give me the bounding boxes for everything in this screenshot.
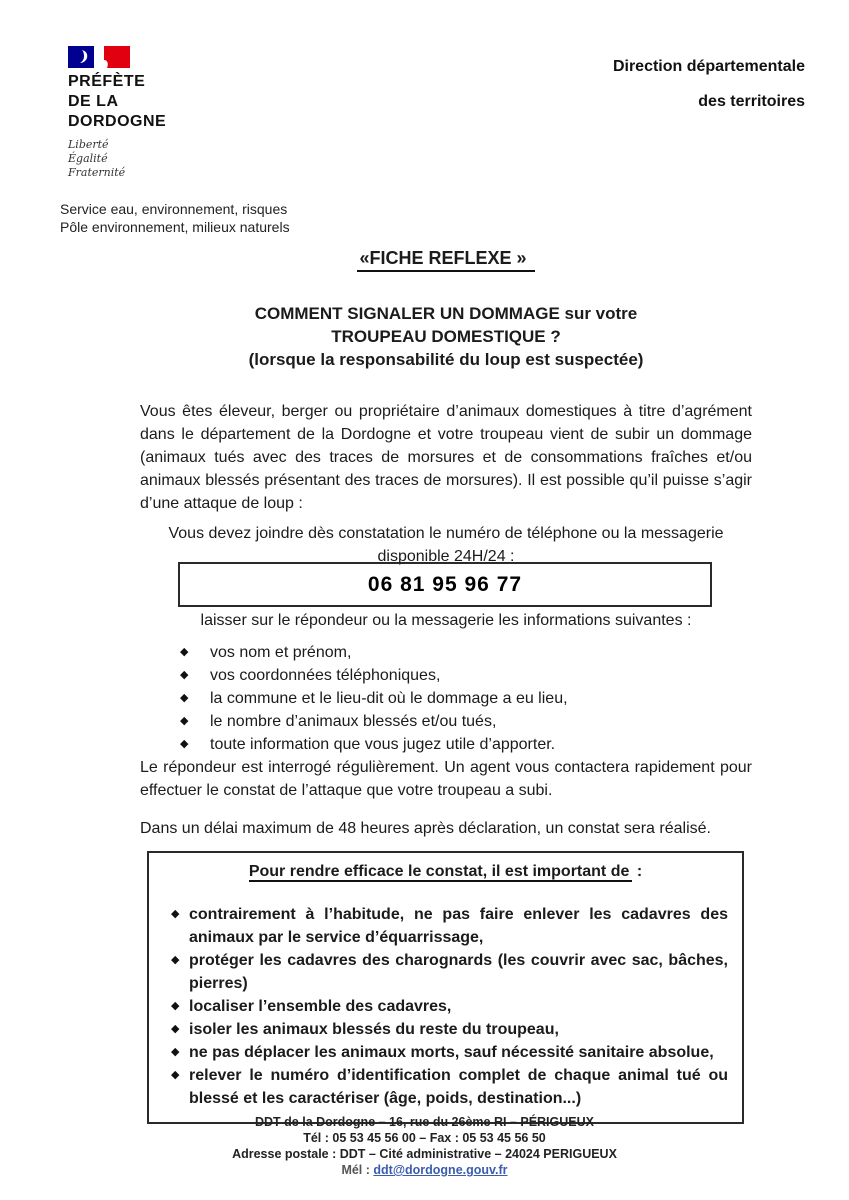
list-item-text: la commune et le lieu-dit où le dommage a eu lieu, (210, 690, 568, 707)
direction-header (613, 58, 805, 128)
list-item-text: contrairement à l’habitude, ne pas faire enlever les cadavres des animaux par le service d’équarrissage, (189, 906, 728, 946)
french-flag-marianne-icon (68, 46, 130, 68)
prefecture-logo (68, 46, 268, 180)
list-item (180, 733, 740, 756)
list-item-text: vos coordonnées téléphoniques, (210, 667, 441, 684)
list-item-text: ne pas déplacer les animaux morts, sauf nécessité sanitaire absolue, (189, 1044, 714, 1061)
list-item (163, 1018, 728, 1041)
list-item-text: isoler les animaux blessés du reste du troupeau, (189, 1021, 559, 1038)
list-item (163, 949, 728, 995)
diamond-bullet-icon: ◆ (180, 646, 189, 658)
voicemail-instruction: laisser sur le répondeur ou la messagerie les informations suivantes : (200, 612, 692, 629)
diamond-bullet-icon: ◆ (171, 1023, 180, 1035)
email-link[interactable]: ddt@dordogne.gouv.fr (373, 1163, 508, 1177)
direction-line: des territoires (698, 93, 805, 110)
list-item-text: relever le numéro d’identification complet de chaque animal tué ou blessé et les caractériser (âge, poids, destination...) (189, 1067, 728, 1107)
motto-line: Fraternité (68, 166, 126, 179)
diamond-bullet-icon: ◆ (180, 715, 189, 727)
subtitle-line: COMMENT SIGNALER UN DOMMAGE sur votre (254, 304, 638, 323)
prefecture-name-line: DORDOGNE (68, 113, 167, 130)
box-title-underlined: Pour rendre efficace le constat, il est important de (249, 863, 633, 882)
motto-line: Égalité (68, 152, 108, 165)
footer (0, 1114, 849, 1178)
list-item (180, 710, 740, 733)
phone-number: 06 81 95 96 77 (367, 572, 523, 596)
subtitle-line: (lorsque la responsabilité du loup est suspectée) (248, 350, 644, 369)
footer-address: DDT de la Dordogne – 16, rue du 26ème RI – PÉRIGUEUX (255, 1115, 594, 1129)
republic-motto (68, 138, 268, 180)
list-item (163, 995, 728, 1018)
email-label: Mél : (341, 1163, 374, 1177)
diamond-bullet-icon: ◆ (180, 692, 189, 704)
footer-phone-fax: Tél : 05 53 45 56 00 – Fax : 05 53 45 56 50 (303, 1131, 546, 1145)
call-instruction-line: Vous devez joindre dès constatation le numéro de téléphone ou la messagerie (168, 525, 724, 542)
direction-line: Direction départementale (612, 58, 805, 75)
motto-line: Liberté (68, 138, 109, 151)
diamond-bullet-icon: ◆ (180, 669, 189, 681)
list-item-text: toute information que vous jugez utile d’apporter. (210, 736, 556, 753)
service-line: Service eau, environnement, risques (60, 201, 288, 217)
list-item-text: localiser l’ensemble des cadavres, (189, 998, 452, 1015)
service-block (60, 200, 290, 236)
diamond-bullet-icon: ◆ (171, 1069, 180, 1081)
phone-number-box (178, 562, 712, 607)
call-instruction-line: disponible 24H/24 : (377, 548, 515, 565)
doc-title (140, 248, 752, 272)
list-item (163, 1041, 728, 1064)
box-title (163, 863, 728, 881)
doc-title-text: «FICHE REFLEXE » (357, 248, 534, 272)
list-item (180, 664, 740, 687)
list-item (163, 1064, 728, 1110)
list-item-text: protéger les cadavres des charognards (les couvrir avec sac, bâches, pierres) (189, 952, 728, 992)
followup-paragraph: Le répondeur est interrogé régulièrement. Un agent vous contactera rapidement pour effectuer le constat de l’attaque que votre troupeau a subi. (140, 759, 752, 799)
service-line: Pôle environnement, milieux naturels (60, 219, 290, 235)
doc-subtitle (140, 302, 752, 371)
prefecture-name-line: DE LA (68, 93, 119, 110)
subtitle-line: TROUPEAU DOMESTIQUE ? (331, 327, 561, 346)
list-item (180, 641, 740, 664)
diamond-bullet-icon: ◆ (180, 738, 189, 750)
diamond-bullet-icon: ◆ (171, 908, 180, 920)
list-item-text: le nombre d’animaux blessés et/ou tués, (210, 713, 497, 730)
prefecture-name-line: PRÉFÈTE (68, 73, 146, 90)
box-bullet-list (163, 903, 728, 1110)
delay-paragraph: Dans un délai maximum de 48 heures après déclaration, un constat sera réalisé. (140, 820, 711, 837)
diamond-bullet-icon: ◆ (171, 1000, 180, 1012)
list-item-text: vos nom et prénom, (210, 644, 352, 661)
diamond-bullet-icon: ◆ (171, 1046, 180, 1058)
info-bullet-list (180, 641, 740, 756)
prefecture-name (68, 72, 268, 132)
footer-email-line (0, 1162, 849, 1178)
diamond-bullet-icon: ◆ (171, 954, 180, 966)
footer-postal: Adresse postale : DDT – Cité administrative – 24024 PERIGUEUX (232, 1147, 617, 1161)
list-item (163, 903, 728, 949)
intro-paragraph: Vous êtes éleveur, berger ou propriétaire d’animaux domestiques à titre d’agrément dans le département de la Dordogne et votre troupeau vient de subir un dommage (animaux tués avec des traces de morsures et de consommations fraîches et/ou animaux blessés présentant des traces de morsures). Il est possible qu’il puisse s’agir d’une attaque de loup : (140, 403, 752, 512)
box-title-colon: : (632, 863, 643, 880)
list-item (180, 687, 740, 710)
important-instructions-box (147, 851, 744, 1124)
